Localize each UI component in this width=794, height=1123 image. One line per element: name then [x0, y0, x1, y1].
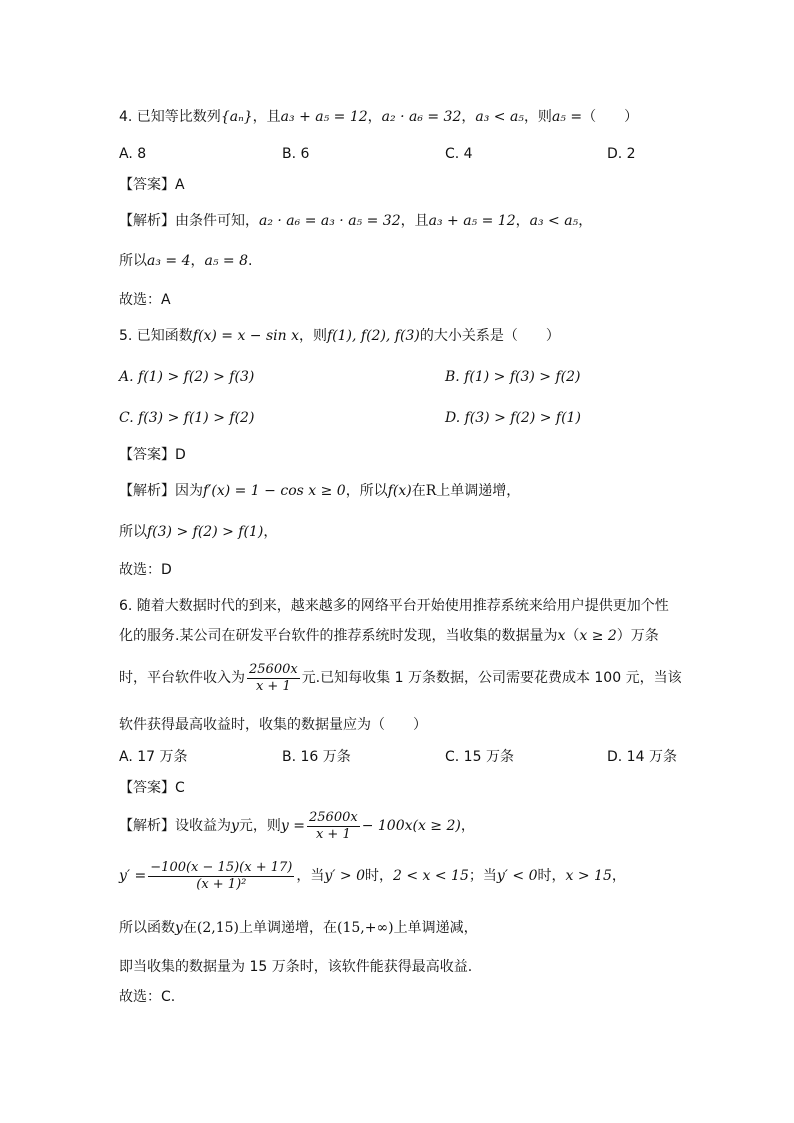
q4-analysis: 【解析】由条件可知，a₂ · a₆ = a₃ · a₅ = 32，且a₃ + a₅ = 12，a₃ < a₅，: [119, 213, 593, 229]
q5-analysis: 【解析】因为f′(x) = 1 − cos x ≥ 0，所以f(x)在R上单调递增，: [119, 483, 521, 499]
q6-stem-line-4: 软件获得最高收益时，收集的数据量应为（ ）: [119, 717, 427, 733]
q4-answer: 【答案】A: [119, 177, 185, 193]
q4-sequence: {aₙ}: [220, 109, 253, 125]
q4-option-c: C. 4: [445, 146, 473, 162]
q5-answer: 【答案】D: [119, 447, 186, 463]
q6-analysis: 【解析】设收益为y元，则y = $\frac{25600x}{x + 1}$ − 100x(x ≥ 2)，: [119, 809, 475, 842]
q6-result: 即当收集的数据量为 15 万条时，该软件能获得最高收益.: [119, 959, 473, 975]
q5-stem: 5. 已知函数f(x) = x − sin x，则f(1), f(2), f(3)的大小关系是（ ）: [119, 328, 560, 344]
q4-option-b: B. 6: [282, 146, 310, 162]
q4-option-d: D. 2: [607, 146, 636, 162]
q4-analysis-result: 所以a₃ = 4，a₅ = 8.: [119, 253, 253, 269]
q6-stem-line-2: 化的服务.某公司在研发平台软件的推荐系统时发现，当收集的数据量为x（x ≥ 2）万条: [119, 628, 659, 644]
q5-analysis-result: 所以f(3) > f(2) > f(1)，: [119, 524, 278, 540]
q5-option-a: A. f(1) > f(2) > f(3): [119, 369, 255, 385]
q4-condition-sum: a₃ + a₅ = 12: [280, 109, 368, 125]
q6-profit-fraction: $\frac{25600x}{x + 1}$: [309, 809, 358, 842]
q6-answer: 【答案】C: [119, 780, 185, 796]
q4-condition-order: a₃ < a₅: [475, 109, 524, 125]
q5-conclusion: 故选：D: [119, 562, 172, 578]
q6-monotonicity: 所以函数y在(2,15)上单调递增，在(15,+∞)上单调递减，: [119, 920, 478, 936]
q6-stem-line-3: 时，平台软件收入为 $\frac{25600x}{x + 1}$ 元.已知每收集 1 万条数据，公司需要花费成本 100 元，当该: [119, 661, 682, 694]
q4-condition-product: a₂ · a₆ = 32: [381, 109, 462, 125]
q6-stem-line-1: 6. 随着大数据时代的到来，越来越多的网络平台开始使用推荐系统来给用户提供更加个性: [119, 598, 669, 614]
q6-derivative: y′ = $\frac{-100(x - 15)(x + 17)}{\text{(x + 1)²}}$ ，当y′ > 0时，2 < x < 15；当y′ < 0时，x > 15，: [119, 859, 626, 892]
q4-conclusion: 故选：A: [119, 292, 171, 308]
q6-option-d: D. 14 万条: [607, 749, 677, 765]
q5-function: f(x) = x − sin x: [192, 328, 299, 344]
q6-revenue-fraction: $\frac{25600x}{x + 1}$: [249, 661, 298, 694]
q6-option-c: C. 15 万条: [445, 749, 514, 765]
q5-option-c: C. f(3) > f(1) > f(2): [119, 410, 255, 426]
q6-conclusion: 故选：C.: [119, 989, 176, 1005]
q5-option-b: B. f(1) > f(3) > f(2): [445, 369, 581, 385]
q4-option-a: A. 8: [119, 146, 147, 162]
q5-option-d: D. f(3) > f(2) > f(1): [445, 410, 581, 426]
q6-derivative-fraction: $\frac{-100(x - 15)(x + 17)}{\text{(x + 1)²}}$: [150, 859, 293, 892]
q4-stem: 4. 已知等比数列{aₙ}，且a₃ + a₅ = 12，a₂ · a₆ = 32，a₃ < a₅，则a₅ =（ ）: [119, 109, 639, 125]
q6-option-a: A. 17 万条: [119, 749, 188, 765]
q6-option-b: B. 16 万条: [282, 749, 351, 765]
